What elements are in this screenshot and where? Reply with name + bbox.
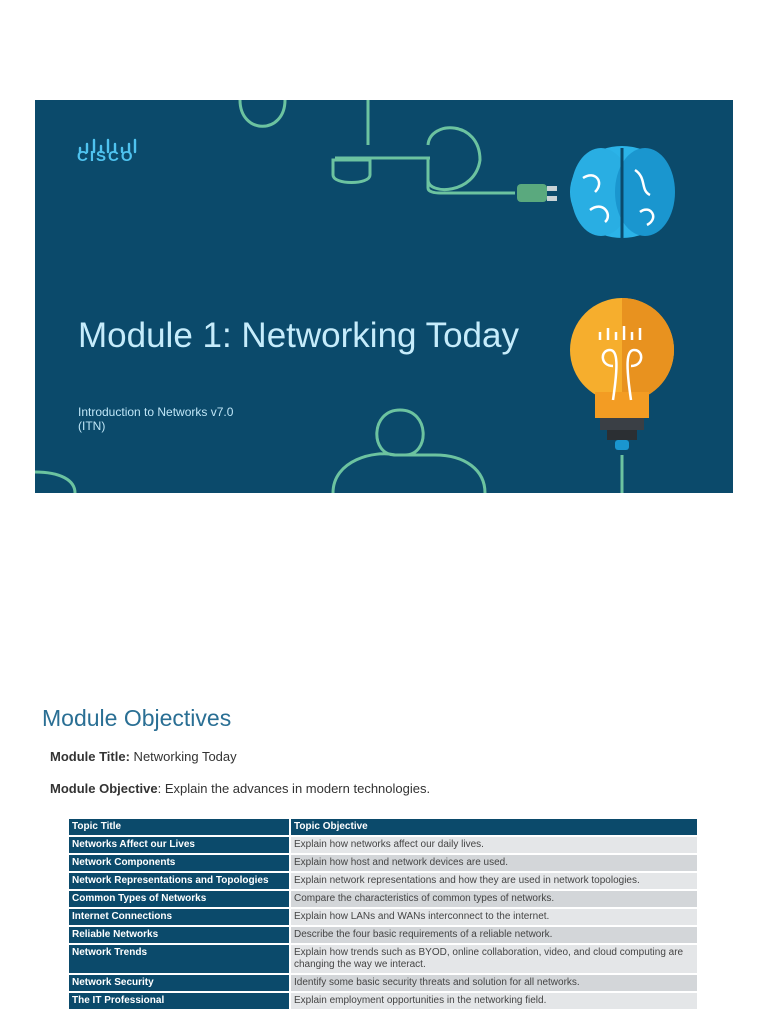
objectives-heading: Module Objectives [42,705,232,731]
table-row [69,873,697,889]
topic-objective-cell: Explain employment opportunities in the networking field. [291,993,697,1009]
module-title: Module 1: Networking Today [78,316,519,355]
objectives-table [67,817,699,1011]
header-topic-objective: Topic Objective [291,819,697,835]
table-header-row [69,819,697,835]
topic-objective-cell: Explain how trends such as BYOD, online collaboration, video, and cloud computing are changing the way we interact. [291,945,697,973]
plug-icon [517,184,547,202]
module-title-value: Networking Today [129,749,237,764]
topic-title-cell: Common Types of Networks [69,891,289,907]
topic-title-cell: Networks Affect our Lives [69,837,289,853]
table-row [69,927,697,943]
topic-objective-cell: Explain network representations and how they are used in network topologies. [291,873,697,889]
circuit-decoration [35,100,733,493]
topic-objective-cell: Compare the characteristics of common types of networks. [291,891,697,907]
course-subtitle [78,405,233,433]
course-code: (ITN) [78,419,106,433]
table-row [69,891,697,907]
cisco-wordmark: CISCO [77,148,135,165]
module-objective-value: : Explain the advances in modern technologies. [157,781,431,796]
module-objective-line [50,781,430,796]
topic-objective-cell: Identify some basic security threats and solution for all networks. [291,975,697,991]
topic-title-cell: Reliable Networks [69,927,289,943]
module-objective-label: Module Objective [50,781,158,796]
topic-title-cell: Network Trends [69,945,289,973]
module-title-line [50,749,237,764]
header-topic-title: Topic Title [69,819,289,835]
topic-title-cell: Internet Connections [69,909,289,925]
course-name: Introduction to Networks v7.0 [78,405,234,419]
table-row [69,993,697,1009]
table-row [69,975,697,991]
topic-objective-cell: Explain how networks affect our daily lives. [291,837,697,853]
table-row [69,837,697,853]
topic-objective-cell: Describe the four basic requirements of a reliable network. [291,927,697,943]
brain-icon [570,146,675,238]
table-row [69,909,697,925]
title-slide [35,100,733,493]
objectives-table-body [69,837,697,1009]
lightbulb-icon [570,298,674,450]
module-title-label: Module Title: [50,749,130,764]
table-row [69,855,697,871]
topic-title-cell: Network Representations and Topologies [69,873,289,889]
topic-title-cell: The IT Professional [69,993,289,1009]
table-row [69,945,697,973]
topic-title-cell: Network Security [69,975,289,991]
topic-title-cell: Network Components [69,855,289,871]
topic-objective-cell: Explain how LANs and WANs interconnect to the internet. [291,909,697,925]
topic-objective-cell: Explain how host and network devices are used. [291,855,697,871]
